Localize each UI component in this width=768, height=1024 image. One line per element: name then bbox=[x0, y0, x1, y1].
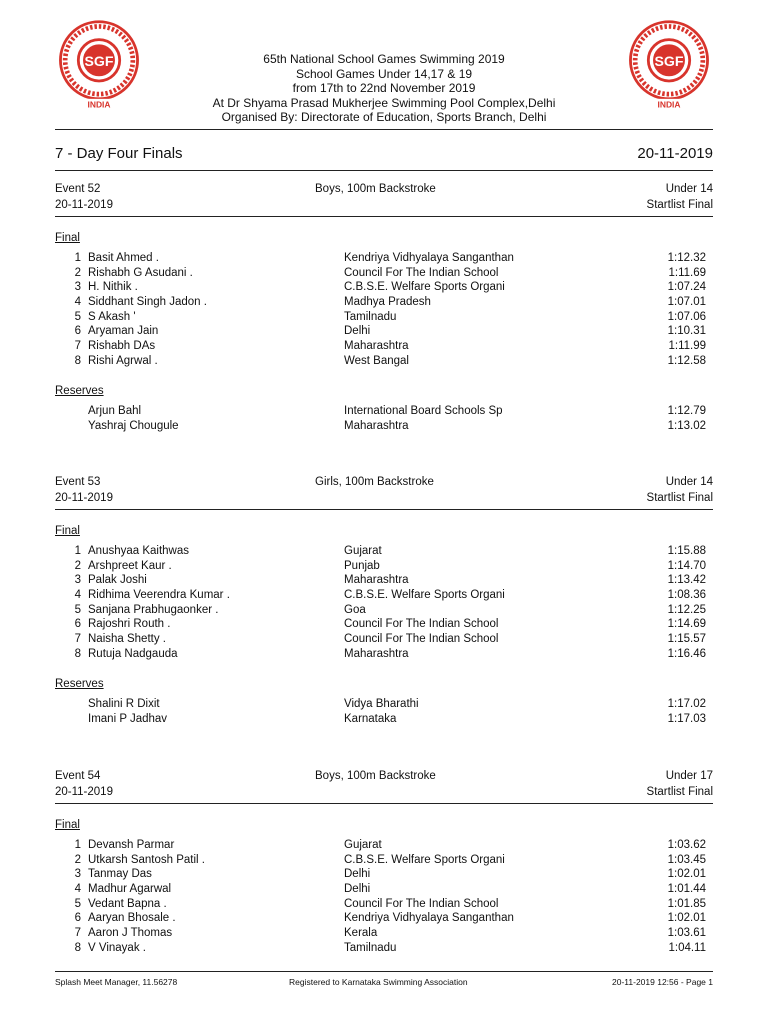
swimmer-name: Rutuja Nadgauda bbox=[88, 647, 178, 660]
event-description: Boys, 100m Backstroke bbox=[315, 770, 436, 782]
entry-time: 1:11.69 bbox=[668, 266, 706, 279]
lane-number: 6 bbox=[74, 618, 81, 631]
header-line: School Games Under 14,17 & 19 bbox=[295, 66, 473, 81]
swimmer-club: International Board Schools Sp bbox=[344, 405, 503, 417]
entry-time: 1:02.01 bbox=[667, 912, 706, 925]
swimmer-club: Maharashtra bbox=[344, 647, 409, 660]
lane-number: 3 bbox=[74, 574, 81, 587]
lane-number: 1 bbox=[74, 545, 81, 557]
entry-time: 1:15.57 bbox=[667, 633, 706, 646]
swimmer-club: Delhi bbox=[344, 868, 371, 881]
swimmer-name: Tanmay Das bbox=[88, 868, 152, 881]
entry-time: 1:01.44 bbox=[667, 883, 706, 896]
event-category: Under 14 bbox=[665, 476, 713, 488]
logo-country: INDIA bbox=[87, 99, 111, 110]
event-header-row bbox=[55, 476, 713, 492]
swimmer-name: Siddhant Singh Jadon . bbox=[88, 296, 207, 309]
lane-number: 7 bbox=[74, 340, 81, 353]
reserves-list bbox=[55, 404, 713, 433]
list-item bbox=[55, 632, 713, 647]
swimmer-club: Delhi bbox=[344, 883, 371, 896]
swimmer-name: H. Nithik . bbox=[88, 281, 138, 294]
final-label: Final bbox=[55, 819, 80, 831]
swimmer-name: S Akash ' bbox=[88, 310, 136, 323]
header-line: Organised By: Directorate of Education, Sports Branch, Delhi bbox=[221, 110, 547, 125]
entry-time: 1:12.32 bbox=[667, 252, 706, 264]
list-item bbox=[55, 712, 713, 727]
reserves-label: Reserves bbox=[55, 385, 104, 397]
lane-number: 1 bbox=[74, 252, 81, 264]
page-footer bbox=[55, 977, 713, 989]
entry-time: 1:03.62 bbox=[667, 839, 706, 851]
entry-time: 1:17.02 bbox=[667, 698, 706, 710]
swimmer-club: Karnataka bbox=[344, 712, 397, 725]
lane-number: 4 bbox=[74, 883, 81, 896]
entry-time: 1:15.88 bbox=[667, 545, 706, 557]
list-item bbox=[55, 697, 713, 712]
list-item bbox=[55, 647, 713, 662]
lane-number: 5 bbox=[74, 897, 81, 910]
swimmer-club: Tamilnadu bbox=[344, 310, 397, 323]
lane-number: 3 bbox=[74, 868, 81, 881]
entry-time: 1:13.42 bbox=[667, 574, 706, 587]
swimmer-club: Maharashtra bbox=[344, 340, 409, 353]
swimmer-name: Aaron J Thomas bbox=[88, 927, 173, 940]
swimmer-name: Rishabh DAs bbox=[88, 340, 156, 353]
lane-number: 6 bbox=[74, 325, 81, 338]
list-item bbox=[55, 310, 713, 325]
swimmer-name: Ridhima Veerendra Kumar . bbox=[88, 589, 230, 602]
footer-registered: Registered to Karnataka Swimming Association bbox=[289, 977, 468, 987]
footer-software: Splash Meet Manager, 11.56278 bbox=[55, 977, 178, 987]
event-divider bbox=[55, 216, 713, 217]
list-item bbox=[55, 266, 713, 281]
footer-page: 20-11-2019 12:56 - Page 1 bbox=[612, 977, 713, 987]
swimmer-club: Gujarat bbox=[344, 545, 382, 557]
list-item bbox=[55, 251, 713, 266]
swimmer-club: Kerala bbox=[344, 927, 378, 940]
swimmer-name: Arshpreet Kaur . bbox=[88, 559, 172, 572]
lane-number: 4 bbox=[74, 589, 81, 602]
reserves-list bbox=[55, 697, 713, 726]
lane-number: 7 bbox=[74, 927, 81, 940]
entry-time: 1:07.24 bbox=[667, 281, 706, 294]
entry-time: 1:01.85 bbox=[667, 897, 706, 910]
event-divider bbox=[55, 803, 713, 804]
entry-time: 1:16.46 bbox=[667, 647, 706, 660]
event-block bbox=[55, 183, 713, 432]
header-divider bbox=[55, 129, 713, 130]
lane-number: 5 bbox=[74, 310, 81, 323]
header-line: from 17th to 22nd November 2019 bbox=[292, 81, 476, 96]
event-number: Event 53 bbox=[55, 476, 101, 488]
finalists-list bbox=[55, 838, 713, 956]
entry-time: 1:11.99 bbox=[668, 340, 706, 353]
list-item bbox=[55, 559, 713, 574]
list-item bbox=[55, 544, 713, 559]
swimmer-club: Council For The Indian School bbox=[344, 618, 499, 631]
logo-country: INDIA bbox=[657, 99, 681, 110]
list-item bbox=[55, 867, 713, 882]
swimmer-name: Sanjana Prabhugaonker . bbox=[88, 603, 219, 616]
lane-number: 5 bbox=[74, 603, 81, 616]
day-divider bbox=[55, 170, 713, 171]
event-divider bbox=[55, 509, 713, 510]
lane-number: 1 bbox=[74, 839, 81, 851]
list-item bbox=[55, 354, 713, 369]
list-item bbox=[55, 588, 713, 603]
day-title-row bbox=[55, 145, 713, 163]
entry-time: 1:13.02 bbox=[667, 419, 706, 432]
lane-number: 2 bbox=[74, 559, 81, 572]
header-line: 65th National School Games Swimming 2019 bbox=[263, 52, 505, 66]
event-type: Startlist Final bbox=[646, 786, 713, 798]
swimmer-name: Aryaman Jain bbox=[88, 325, 159, 338]
swimmer-name: V Vinayak . bbox=[88, 941, 146, 954]
lane-number: 4 bbox=[74, 296, 81, 309]
entry-time: 1:12.58 bbox=[667, 354, 706, 367]
header-line: At Dr Shyama Prasad Mukherjee Swimming Pool Complex,Delhi bbox=[212, 95, 556, 110]
reserves-label: Reserves bbox=[55, 678, 104, 690]
swimmer-club: Kendriya Vidhyalaya Sanganthan bbox=[344, 912, 514, 925]
sgf-logo-left bbox=[52, 18, 146, 112]
swimmer-club: C.B.S.E. Welfare Sports Organi bbox=[344, 853, 505, 866]
swimmer-name: Vedant Bapna . bbox=[88, 897, 167, 910]
list-item bbox=[55, 404, 713, 419]
entry-time: 1:10.31 bbox=[667, 325, 706, 338]
swimmer-club: Vidya Bharathi bbox=[344, 698, 419, 710]
list-item bbox=[55, 911, 713, 926]
swimmer-club: Delhi bbox=[344, 325, 371, 338]
event-description: Girls, 100m Backstroke bbox=[315, 476, 434, 488]
entry-time: 1:07.06 bbox=[667, 310, 706, 323]
swimmer-club: Council For The Indian School bbox=[344, 897, 499, 910]
swimmer-club: Punjab bbox=[344, 559, 380, 572]
swimmer-name: Anushyaa Kaithwas bbox=[88, 545, 190, 557]
entry-time: 1:14.69 bbox=[667, 618, 706, 631]
swimmer-name: Palak Joshi bbox=[88, 574, 147, 587]
meet-header bbox=[150, 52, 618, 125]
swimmer-name: Rajoshri Routh . bbox=[88, 618, 171, 631]
list-item bbox=[55, 617, 713, 632]
swimmer-club: Tamilnadu bbox=[344, 941, 397, 954]
footer-divider bbox=[55, 971, 713, 972]
event-number: Event 54 bbox=[55, 770, 101, 782]
entry-time: 1:08.36 bbox=[667, 589, 706, 602]
list-item bbox=[55, 339, 713, 354]
logo-text: SGF bbox=[654, 52, 684, 69]
day-date: 20-11-2019 bbox=[637, 145, 713, 162]
list-item bbox=[55, 926, 713, 941]
entry-time: 1:02.01 bbox=[667, 868, 706, 881]
entry-time: 1:12.25 bbox=[667, 603, 706, 616]
list-item bbox=[55, 882, 713, 897]
swimmer-name: Naisha Shetty . bbox=[88, 633, 166, 646]
swimmer-club: Council For The Indian School bbox=[344, 266, 499, 279]
list-item bbox=[55, 419, 713, 434]
swimmer-name: Basit Ahmed . bbox=[88, 252, 159, 264]
swimmer-name: Yashraj Chougule bbox=[88, 419, 179, 432]
entry-time: 1:07.01 bbox=[667, 296, 706, 309]
swimmer-name: Arjun Bahl bbox=[88, 405, 142, 417]
event-header-row bbox=[55, 183, 713, 199]
event-date: 20-11-2019 bbox=[55, 199, 113, 211]
event-category: Under 14 bbox=[665, 183, 713, 195]
swimmer-club: Goa bbox=[344, 603, 366, 616]
event-date: 20-11-2019 bbox=[55, 492, 113, 504]
list-item bbox=[55, 573, 713, 588]
list-item bbox=[55, 603, 713, 618]
lane-number: 6 bbox=[74, 912, 81, 925]
list-item bbox=[55, 324, 713, 339]
event-date: 20-11-2019 bbox=[55, 786, 113, 798]
swimmer-name: Rishi Agrwal . bbox=[88, 354, 158, 367]
lane-number: 3 bbox=[74, 281, 81, 294]
list-item bbox=[55, 941, 713, 956]
swimmer-club: Council For The Indian School bbox=[344, 633, 499, 646]
swimmer-name: Madhur Agarwal bbox=[88, 883, 172, 896]
event-subheader-row bbox=[55, 786, 713, 802]
event-number: Event 52 bbox=[55, 183, 101, 195]
event-block bbox=[55, 770, 713, 954]
finalists-list bbox=[55, 251, 713, 369]
event-header-row bbox=[55, 770, 713, 786]
entry-time: 1:12.79 bbox=[667, 405, 706, 417]
swimmer-name: Shalini R Dixit bbox=[88, 698, 160, 710]
lane-number: 8 bbox=[74, 941, 81, 954]
swimmer-name: Imani P Jadhav bbox=[88, 712, 168, 725]
swimmer-club: Gujarat bbox=[344, 839, 382, 851]
final-label: Final bbox=[55, 232, 80, 244]
swimmer-club: Maharashtra bbox=[344, 419, 409, 432]
list-item bbox=[55, 897, 713, 912]
lane-number: 2 bbox=[74, 853, 81, 866]
lane-number: 8 bbox=[74, 647, 81, 660]
list-item bbox=[55, 853, 713, 868]
swimmer-name: Utkarsh Santosh Patil . bbox=[88, 853, 205, 866]
list-item bbox=[55, 838, 713, 853]
list-item bbox=[55, 295, 713, 310]
swimmer-name: Rishabh G Asudani . bbox=[88, 266, 193, 279]
event-subheader-row bbox=[55, 492, 713, 508]
entry-time: 1:03.45 bbox=[667, 853, 706, 866]
event-type: Startlist Final bbox=[646, 492, 713, 504]
swimmer-club: C.B.S.E. Welfare Sports Organi bbox=[344, 589, 505, 602]
event-block bbox=[55, 476, 713, 725]
swimmer-club: Madhya Pradesh bbox=[344, 296, 431, 309]
entry-time: 1:17.03 bbox=[667, 712, 706, 725]
finalists-list bbox=[55, 544, 713, 662]
lane-number: 2 bbox=[74, 266, 81, 279]
day-title: 7 - Day Four Finals bbox=[55, 145, 183, 162]
logo-text: SGF bbox=[84, 52, 114, 69]
swimmer-club: West Bangal bbox=[344, 354, 409, 367]
entry-time: 1:04.11 bbox=[668, 941, 706, 954]
swimmer-name: Devansh Parmar bbox=[88, 839, 175, 851]
swimmer-club: Maharashtra bbox=[344, 574, 409, 587]
swimmer-club: C.B.S.E. Welfare Sports Organi bbox=[344, 281, 505, 294]
entry-time: 1:14.70 bbox=[667, 559, 706, 572]
entry-time: 1:03.61 bbox=[667, 927, 706, 940]
event-subheader-row bbox=[55, 199, 713, 215]
event-description: Boys, 100m Backstroke bbox=[315, 183, 436, 195]
event-type: Startlist Final bbox=[646, 199, 713, 211]
sgf-logo-right bbox=[622, 18, 716, 112]
swimmer-club: Kendriya Vidhyalaya Sanganthan bbox=[344, 252, 514, 264]
final-label: Final bbox=[55, 525, 80, 537]
lane-number: 8 bbox=[74, 354, 81, 367]
list-item bbox=[55, 280, 713, 295]
lane-number: 7 bbox=[74, 633, 81, 646]
swimmer-name: Aaryan Bhosale . bbox=[88, 912, 176, 925]
event-category: Under 17 bbox=[665, 770, 713, 782]
